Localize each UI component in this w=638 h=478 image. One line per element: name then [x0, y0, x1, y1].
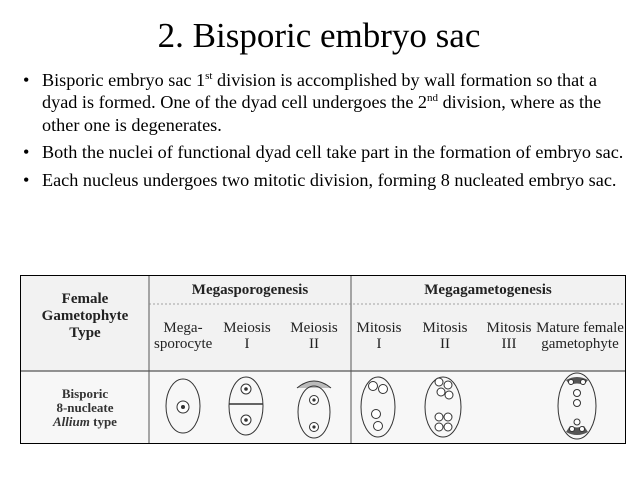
nucleus [445, 391, 453, 399]
nucleus [569, 380, 574, 385]
polar-nucleus [574, 400, 581, 407]
polar-nucleus [574, 390, 581, 397]
nucleus [369, 382, 378, 391]
bullet-marker: • [23, 142, 30, 163]
meiosis-i-diagram [229, 377, 263, 435]
stage-header-mature-gametophyte [535, 320, 625, 352]
stage-header-meiosis-i [219, 320, 275, 352]
type-header-line: Female [61, 291, 109, 307]
stage-header-line: Meiosis [223, 320, 271, 336]
stage-header-mitosis-iii [483, 320, 535, 352]
bullet-list [22, 69, 626, 196]
type-header-line: Gametophyte [41, 308, 129, 324]
egg-nucleus [574, 419, 580, 425]
nucleus [437, 388, 445, 396]
stage-header-mitosis-ii [419, 320, 471, 352]
mitosis-i-diagram [361, 377, 395, 437]
nucleus [435, 413, 443, 421]
stage-header-mitosis-i [353, 320, 405, 352]
stage-header-line: Mega- [163, 320, 203, 336]
egg-apparatus [566, 426, 588, 435]
nucleus [581, 380, 586, 385]
nucleolus [312, 398, 315, 401]
type-suffix: type [89, 414, 117, 429]
stage-header-line: Mature female [536, 320, 624, 336]
stage-header-line: III [501, 336, 517, 352]
megasporogenesis-header: Megasporogenesis [191, 282, 309, 298]
bullet-text-part: division, where as the other one is degenerates. [42, 92, 602, 135]
stage-header-line: Mitosis [356, 320, 402, 336]
row-label-line: 8-nucleate [56, 400, 114, 415]
row-label-bisporic [21, 387, 149, 429]
synergid [570, 427, 575, 432]
stage-header-line: Meiosis [290, 320, 338, 336]
stage-header-line: sporocyte [154, 336, 213, 352]
bullet-text: Both the nuclei of functional dyad cell take part in the formation of embryo sac. [42, 142, 624, 163]
nucleus [379, 385, 388, 394]
ordinal-suffix: st [205, 70, 213, 82]
stage-header-line: Mitosis [422, 320, 468, 336]
slide-title: 2. Bisporic embryo sac [157, 16, 481, 55]
degenerated-cell [297, 381, 331, 388]
nucleus [444, 423, 452, 431]
stage-header-meiosis-ii [285, 320, 343, 352]
nucleolus [181, 405, 185, 409]
bullet-text-part: division is accomplished by wall formation so that a dyad is formed. One of the dyad cell undergoes the 2 [42, 70, 597, 113]
stage-header-line: II [440, 336, 450, 352]
embryo-sac-table [20, 275, 626, 444]
mitosis-ii-diagram [425, 377, 461, 437]
ordinal-suffix: nd [427, 92, 439, 105]
megagametogenesis-header: Megagametogenesis [424, 282, 552, 298]
bullet-marker: • [23, 169, 30, 190]
row-label-line: Bisporic [61, 386, 109, 401]
bullet-item-1 [22, 69, 626, 136]
type-column-header [21, 291, 149, 342]
type-header-line: Type [69, 325, 101, 341]
bullet-text: Each nucleus undergoes two mitotic division, forming 8 nucleated embryo sac. [42, 169, 617, 190]
nucleus [435, 423, 443, 431]
nucleus [444, 413, 452, 421]
stage-header-line: I [376, 336, 382, 352]
nucleus [374, 422, 383, 431]
stage-header-line: I [244, 336, 250, 352]
stage-header-line: gametophyte [541, 336, 619, 352]
stage-header-megasporocyte [154, 320, 212, 352]
nucleolus [244, 418, 248, 422]
megasporocyte-diagram [166, 379, 200, 433]
synergid [580, 427, 585, 432]
nucleus [372, 410, 381, 419]
genus-name: Allium [53, 414, 90, 429]
row-label-line [21, 415, 149, 429]
bullet-marker: • [23, 70, 30, 90]
bullet-item-2 [22, 141, 626, 163]
stage-header-line: Mitosis [486, 320, 532, 336]
nucleolus [312, 425, 315, 428]
nucleus [444, 381, 452, 389]
nucleolus [244, 387, 248, 391]
bullet-item-3 [22, 169, 626, 191]
bullet-text-part: Bisporic embryo sac 1 [42, 70, 206, 90]
nucleus [435, 378, 443, 386]
mature-gametophyte-diagram [558, 373, 596, 439]
stage-header-line: II [309, 336, 319, 352]
meiosis-ii-diagram [297, 381, 331, 438]
